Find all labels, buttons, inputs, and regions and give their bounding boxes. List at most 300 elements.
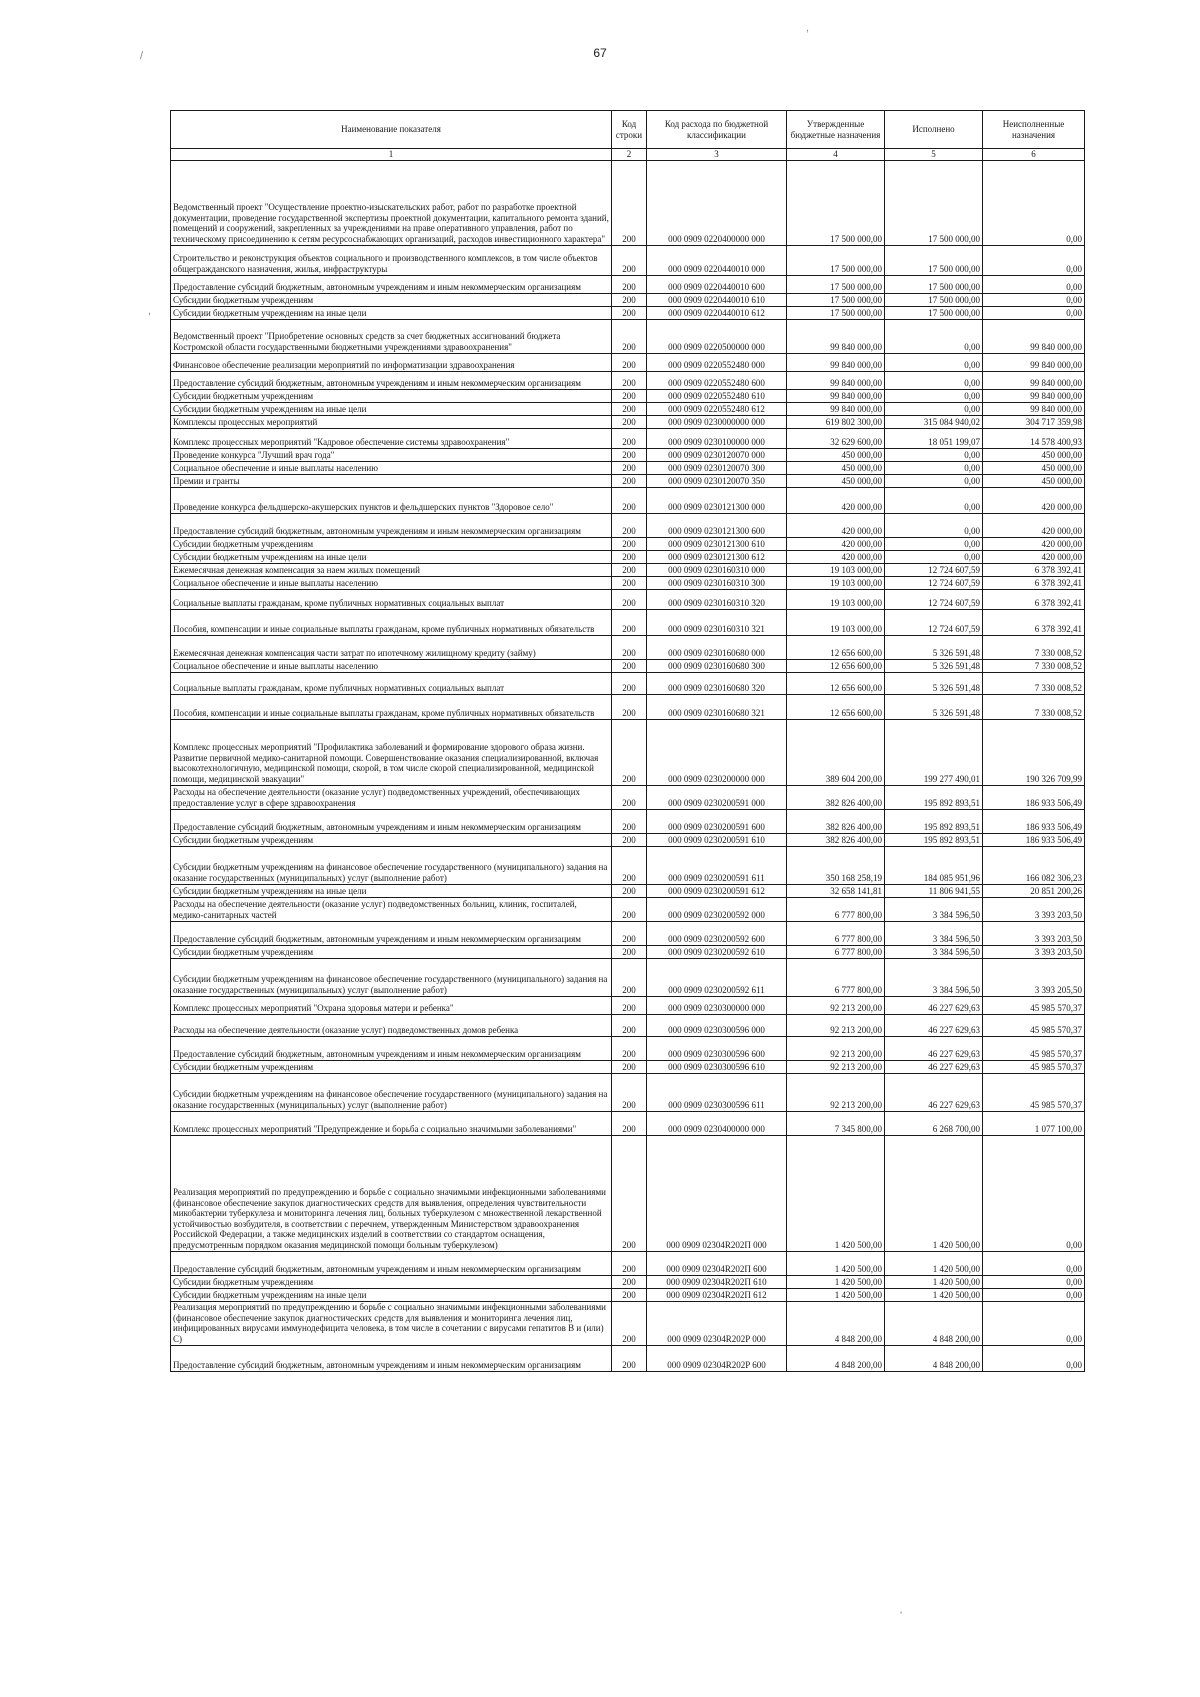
scan-speck: , — [806, 22, 810, 34]
row-budget-code: 000 0909 0220552480 610 — [647, 389, 787, 402]
row-line-code: 200 — [612, 371, 647, 389]
table-row — [171, 448, 1085, 461]
table-row — [171, 245, 1085, 275]
row-line-code: 200 — [612, 659, 647, 672]
row-line-code: 200 — [612, 609, 647, 635]
row-unexecuted: 420 000,00 — [983, 537, 1085, 550]
budget-execution-table — [170, 110, 1085, 1372]
table-row — [171, 1251, 1085, 1275]
column-index: 5 — [885, 149, 983, 161]
row-unexecuted: 45 985 570,37 — [983, 1014, 1085, 1036]
row-budget-code: 000 0909 0230160680 321 — [647, 694, 787, 719]
row-unexecuted: 6 378 392,41 — [983, 576, 1085, 589]
row-approved: 19 103 000,00 — [787, 589, 885, 609]
row-line-code: 200 — [612, 1275, 647, 1288]
row-executed: 18 051 199,07 — [885, 428, 983, 448]
row-name: Комплекс процессных мероприятий "Предупреждение и борьба с социально значимыми заболеваниями" — [171, 1111, 612, 1135]
row-budget-code: 000 0909 0230200591 612 — [647, 884, 787, 897]
row-line-code: 200 — [612, 389, 647, 402]
row-line-code: 200 — [612, 846, 647, 884]
column-index: 3 — [647, 149, 787, 161]
row-approved: 6 777 800,00 — [787, 921, 885, 945]
row-name: Социальное обеспечение и иные выплаты населению — [171, 461, 612, 474]
row-line-code: 200 — [612, 1036, 647, 1060]
row-budget-code: 000 0909 0230200591 600 — [647, 809, 787, 833]
row-line-code: 200 — [612, 589, 647, 609]
row-name: Ведомственный проект "Осуществление проектно-изыскательских работ, работ по разработке проектной документации, проведение государственной экспертизы проектной документации, капитального ремонта зданий, помещений и сооружений, закрепленных за учреждениями на праве оперативного управления, работ по техническому присоединению к сетям ресурсоснабжающих организаций, расходов инвестиционного характера" — [171, 160, 612, 245]
row-budget-code: 000 0909 0230160310 321 — [647, 609, 787, 635]
table-row — [171, 694, 1085, 719]
header-indicator-name: Наименование показателя — [171, 111, 612, 149]
row-unexecuted: 3 393 205,50 — [983, 958, 1085, 996]
table-row — [171, 833, 1085, 846]
row-unexecuted: 45 985 570,37 — [983, 1036, 1085, 1060]
row-name: Проведение конкурса фельдшерско-акушерских пунктов и фельдшерских пунктов "Здоровое село" — [171, 487, 612, 513]
row-name: Комплекс процессных мероприятий "Профилактика заболеваний и формирование здорового образа жизни. Развитие первичной медико-санитарной помощи. Совершенствование оказания специализированной, включая высокотехнологичную, медицинской помощи, скорой, в том числе скорой специализированной, медицинской помощи, медицинской эвакуации" — [171, 719, 612, 785]
scan-speck: / — [140, 50, 144, 62]
row-budget-code: 000 0909 0220400000 000 — [647, 160, 787, 245]
row-unexecuted: 1 077 100,00 — [983, 1111, 1085, 1135]
row-approved: 92 213 200,00 — [787, 996, 885, 1014]
row-line-code: 200 — [612, 833, 647, 846]
row-approved: 420 000,00 — [787, 487, 885, 513]
row-unexecuted: 99 840 000,00 — [983, 319, 1085, 353]
row-approved: 12 656 600,00 — [787, 694, 885, 719]
row-approved: 1 420 500,00 — [787, 1275, 885, 1288]
row-name: Расходы на обеспечение деятельности (оказание услуг) подведомственных домов ребенка — [171, 1014, 612, 1036]
row-line-code: 200 — [612, 448, 647, 461]
scan-speck: , — [148, 305, 152, 317]
row-line-code: 200 — [612, 245, 647, 275]
row-executed: 3 384 596,50 — [885, 921, 983, 945]
row-line-code: 200 — [612, 550, 647, 563]
row-name: Социальное обеспечение и иные выплаты населению — [171, 576, 612, 589]
row-unexecuted: 7 330 008,52 — [983, 659, 1085, 672]
row-executed: 17 500 000,00 — [885, 275, 983, 293]
table-row — [171, 513, 1085, 537]
row-approved: 19 103 000,00 — [787, 609, 885, 635]
table-row — [171, 1060, 1085, 1073]
row-executed: 0,00 — [885, 550, 983, 563]
row-line-code: 200 — [612, 275, 647, 293]
row-budget-code: 000 0909 0230200592 600 — [647, 921, 787, 945]
row-executed: 1 420 500,00 — [885, 1275, 983, 1288]
table-row — [171, 996, 1085, 1014]
row-executed: 46 227 629,63 — [885, 1073, 983, 1111]
table-row — [171, 389, 1085, 402]
row-name: Предоставление субсидий бюджетным, автономным учреждениям и иным некоммерческим организациям — [171, 1036, 612, 1060]
row-approved: 92 213 200,00 — [787, 1073, 885, 1111]
row-approved: 4 848 200,00 — [787, 1345, 885, 1371]
row-unexecuted: 0,00 — [983, 160, 1085, 245]
row-executed: 5 326 591,48 — [885, 694, 983, 719]
table-row — [171, 958, 1085, 996]
row-budget-code: 000 0909 0220440010 610 — [647, 293, 787, 306]
table-row — [171, 550, 1085, 563]
row-budget-code: 000 0909 0230160310 000 — [647, 563, 787, 576]
row-executed: 195 892 893,51 — [885, 809, 983, 833]
row-budget-code: 000 0909 0220440010 612 — [647, 306, 787, 319]
row-budget-code: 000 0909 0230120070 000 — [647, 448, 787, 461]
row-line-code: 200 — [612, 1345, 647, 1371]
row-budget-code: 000 0909 0230120070 350 — [647, 474, 787, 487]
row-approved: 420 000,00 — [787, 537, 885, 550]
row-approved: 1 420 500,00 — [787, 1251, 885, 1275]
row-budget-code: 000 0909 0230120070 300 — [647, 461, 787, 474]
row-approved: 99 840 000,00 — [787, 402, 885, 415]
row-line-code: 200 — [612, 1301, 647, 1345]
row-line-code: 200 — [612, 809, 647, 833]
row-line-code: 200 — [612, 474, 647, 487]
row-line-code: 200 — [612, 306, 647, 319]
table-row — [171, 809, 1085, 833]
scan-speck: ' — [900, 1610, 903, 1622]
row-unexecuted: 45 985 570,37 — [983, 1060, 1085, 1073]
table-row — [171, 306, 1085, 319]
header-row — [171, 111, 1085, 149]
row-executed: 11 806 941,55 — [885, 884, 983, 897]
row-unexecuted: 0,00 — [983, 306, 1085, 319]
table-row — [171, 461, 1085, 474]
row-name: Финансовое обеспечение реализации мероприятий по информатизации здравоохранения — [171, 353, 612, 371]
row-executed: 3 384 596,50 — [885, 958, 983, 996]
row-unexecuted: 0,00 — [983, 1288, 1085, 1301]
row-approved: 6 777 800,00 — [787, 958, 885, 996]
row-approved: 4 848 200,00 — [787, 1301, 885, 1345]
row-unexecuted: 99 840 000,00 — [983, 402, 1085, 415]
row-approved: 389 604 200,00 — [787, 719, 885, 785]
row-line-code: 200 — [612, 1251, 647, 1275]
table-row — [171, 672, 1085, 694]
row-name: Субсидии бюджетным учреждениям — [171, 537, 612, 550]
row-approved: 12 656 600,00 — [787, 635, 885, 659]
row-budget-code: 000 0909 02304R202P 600 — [647, 1345, 787, 1371]
row-approved: 17 500 000,00 — [787, 275, 885, 293]
column-index: 4 — [787, 149, 885, 161]
row-executed: 17 500 000,00 — [885, 160, 983, 245]
row-line-code: 200 — [612, 461, 647, 474]
row-approved: 99 840 000,00 — [787, 353, 885, 371]
row-approved: 92 213 200,00 — [787, 1036, 885, 1060]
row-budget-code: 000 0909 0230200592 610 — [647, 945, 787, 958]
row-budget-code: 000 0909 0220552480 612 — [647, 402, 787, 415]
row-name: Субсидии бюджетным учреждениям — [171, 293, 612, 306]
table-row — [171, 1275, 1085, 1288]
row-budget-code: 000 0909 0230160680 300 — [647, 659, 787, 672]
row-approved: 382 826 400,00 — [787, 809, 885, 833]
row-approved: 99 840 000,00 — [787, 371, 885, 389]
table-row — [171, 1111, 1085, 1135]
row-name: Субсидии бюджетным учреждениям на финансовое обеспечение государственного (муниципального) задания на оказание государственных (муниципальных) услуг (выполнение работ) — [171, 1073, 612, 1111]
row-unexecuted: 420 000,00 — [983, 487, 1085, 513]
row-budget-code: 000 0909 0230200592 000 — [647, 897, 787, 921]
row-name: Субсидии бюджетным учреждениям — [171, 833, 612, 846]
row-name: Предоставление субсидий бюджетным, автономным учреждениям и иным некоммерческим организациям — [171, 1251, 612, 1275]
table-row — [171, 371, 1085, 389]
table-row — [171, 945, 1085, 958]
row-line-code: 200 — [612, 785, 647, 809]
row-budget-code: 000 0909 0230160310 300 — [647, 576, 787, 589]
row-unexecuted: 3 393 203,50 — [983, 921, 1085, 945]
row-name: Строительство и реконструкция объектов социального и производственного комплексов, в том числе объектов общегражданского назначения, жилья, инфраструктуры — [171, 245, 612, 275]
row-line-code: 200 — [612, 563, 647, 576]
row-line-code: 200 — [612, 884, 647, 897]
row-unexecuted: 7 330 008,52 — [983, 672, 1085, 694]
row-budget-code: 000 0909 0230300596 610 — [647, 1060, 787, 1073]
row-executed: 195 892 893,51 — [885, 785, 983, 809]
row-budget-code: 000 0909 0220440010 000 — [647, 245, 787, 275]
row-unexecuted: 6 378 392,41 — [983, 589, 1085, 609]
table-row — [171, 897, 1085, 921]
row-approved: 450 000,00 — [787, 448, 885, 461]
row-budget-code: 000 0909 0230200591 000 — [647, 785, 787, 809]
page-number: 67 — [593, 46, 607, 60]
row-line-code: 200 — [612, 319, 647, 353]
row-unexecuted: 186 933 506,49 — [983, 809, 1085, 833]
row-budget-code: 000 0909 0220552480 600 — [647, 371, 787, 389]
row-approved: 619 802 300,00 — [787, 415, 885, 428]
table-row — [171, 884, 1085, 897]
row-executed: 46 227 629,63 — [885, 1036, 983, 1060]
row-approved: 12 656 600,00 — [787, 672, 885, 694]
row-unexecuted: 99 840 000,00 — [983, 371, 1085, 389]
row-budget-code: 000 0909 0230100000 000 — [647, 428, 787, 448]
row-name: Субсидии бюджетным учреждениям — [171, 945, 612, 958]
table-row — [171, 474, 1085, 487]
row-line-code: 200 — [612, 1014, 647, 1036]
row-executed: 5 326 591,48 — [885, 635, 983, 659]
row-name: Субсидии бюджетным учреждениям на финансовое обеспечение государственного (муниципального) задания на оказание государственных (муниципальных) услуг (выполнение работ) — [171, 846, 612, 884]
row-executed: 0,00 — [885, 487, 983, 513]
row-unexecuted: 20 851 200,26 — [983, 884, 1085, 897]
row-name: Расходы на обеспечение деятельности (оказание услуг) подведомственных учреждений, обеспечивающих предоставление услуг в сфере здравоохранения — [171, 785, 612, 809]
row-line-code: 200 — [612, 160, 647, 245]
row-budget-code: 000 0909 0230300596 600 — [647, 1036, 787, 1060]
row-executed: 4 848 200,00 — [885, 1345, 983, 1371]
table-row — [171, 785, 1085, 809]
row-budget-code: 000 0909 0230121300 000 — [647, 487, 787, 513]
row-executed: 12 724 607,59 — [885, 589, 983, 609]
row-budget-code: 000 0909 0220552480 000 — [647, 353, 787, 371]
row-budget-code: 000 0909 0230160680 320 — [647, 672, 787, 694]
row-approved: 92 213 200,00 — [787, 1014, 885, 1036]
table-row — [171, 659, 1085, 672]
table-row — [171, 160, 1085, 245]
row-line-code: 200 — [612, 513, 647, 537]
table-row — [171, 609, 1085, 635]
row-unexecuted: 0,00 — [983, 1275, 1085, 1288]
table-row — [171, 353, 1085, 371]
column-index: 6 — [983, 149, 1085, 161]
row-approved: 17 500 000,00 — [787, 245, 885, 275]
row-line-code: 200 — [612, 958, 647, 996]
row-budget-code: 000 0909 02304R202П 612 — [647, 1288, 787, 1301]
row-unexecuted: 0,00 — [983, 245, 1085, 275]
row-unexecuted: 45 985 570,37 — [983, 996, 1085, 1014]
row-executed: 0,00 — [885, 474, 983, 487]
table-row — [171, 487, 1085, 513]
table-row — [171, 1301, 1085, 1345]
row-approved: 382 826 400,00 — [787, 833, 885, 846]
row-name: Реализация мероприятий по предупреждению и борьбе с социально значимыми инфекционными заболеваниями (финансовое обеспечение закупок диагностических средств для выявления, определения чувствительности микобактерии туберкулеза и мониторинга лечения лиц, больных туберкулезом с множественной лекарственной устойчивостью возбудителя, в соответствии с перечнем, утвержденным Министерством здравоохранения Российской Федерации, а также медицинских изделий в соответствии со стандартом оснащения, предусмотренным порядком оказания медицинской помощи больным туберкулезом) — [171, 1135, 612, 1251]
row-approved: 6 777 800,00 — [787, 897, 885, 921]
row-line-code: 200 — [612, 487, 647, 513]
table-row — [171, 563, 1085, 576]
row-name: Социальные выплаты гражданам, кроме публичных нормативных социальных выплат — [171, 672, 612, 694]
row-executed: 5 326 591,48 — [885, 659, 983, 672]
row-executed: 3 384 596,50 — [885, 945, 983, 958]
row-executed: 0,00 — [885, 448, 983, 461]
row-unexecuted: 99 840 000,00 — [983, 353, 1085, 371]
row-executed: 12 724 607,59 — [885, 563, 983, 576]
header-line-code: Код строки — [612, 111, 647, 149]
row-name: Предоставление субсидий бюджетным, автономным учреждениям и иным некоммерческим организациям — [171, 275, 612, 293]
table-row — [171, 1288, 1085, 1301]
row-approved: 17 500 000,00 — [787, 306, 885, 319]
row-name: Ведомственный проект "Приобретение основных средств за счет бюджетных ассигнований бюджета Костромской области государственными бюджетными учреждениями здравоохранения" — [171, 319, 612, 353]
row-name: Ежемесячная денежная компенсация части затрат по ипотечному жилищному кредиту (займу) — [171, 635, 612, 659]
row-line-code: 200 — [612, 719, 647, 785]
row-unexecuted: 6 378 392,41 — [983, 609, 1085, 635]
header-executed: Исполнено — [885, 111, 983, 149]
table-row — [171, 719, 1085, 785]
row-executed: 315 084 940,02 — [885, 415, 983, 428]
row-budget-code: 000 0909 0230200000 000 — [647, 719, 787, 785]
header-unexecuted: Неисполненные назначения — [983, 111, 1085, 149]
row-line-code: 200 — [612, 1135, 647, 1251]
row-unexecuted: 3 393 203,50 — [983, 945, 1085, 958]
row-budget-code: 000 0909 0230200591 611 — [647, 846, 787, 884]
row-executed: 3 384 596,50 — [885, 897, 983, 921]
row-unexecuted: 450 000,00 — [983, 474, 1085, 487]
table-row — [171, 537, 1085, 550]
row-name: Социальные выплаты гражданам, кроме публичных нормативных социальных выплат — [171, 589, 612, 609]
row-unexecuted: 99 840 000,00 — [983, 389, 1085, 402]
row-executed: 195 892 893,51 — [885, 833, 983, 846]
row-budget-code: 000 0909 0220500000 000 — [647, 319, 787, 353]
row-unexecuted: 7 330 008,52 — [983, 635, 1085, 659]
row-executed: 6 268 700,00 — [885, 1111, 983, 1135]
row-executed: 17 500 000,00 — [885, 293, 983, 306]
row-line-code: 200 — [612, 1073, 647, 1111]
row-name: Субсидии бюджетным учреждениям — [171, 389, 612, 402]
row-approved: 17 500 000,00 — [787, 293, 885, 306]
row-name: Реализация мероприятий по предупреждению и борьбе с социально значимыми инфекционными заболеваниями (финансовое обеспечение закупок диагностических средств для выявления и мониторинга лечения лиц, инфицированных вирусами иммунодефицита человека, в том числе в сочетании с вирусами гепатитов B и (или) C) — [171, 1301, 612, 1345]
table-row — [171, 415, 1085, 428]
row-name: Субсидии бюджетным учреждениям — [171, 1275, 612, 1288]
row-line-code: 200 — [612, 921, 647, 945]
row-unexecuted: 0,00 — [983, 275, 1085, 293]
row-budget-code: 000 0909 0230160680 000 — [647, 635, 787, 659]
row-executed: 0,00 — [885, 371, 983, 389]
row-unexecuted: 450 000,00 — [983, 448, 1085, 461]
row-approved: 12 656 600,00 — [787, 659, 885, 672]
row-line-code: 200 — [612, 635, 647, 659]
row-approved: 6 777 800,00 — [787, 945, 885, 958]
table-row — [171, 846, 1085, 884]
row-name: Предоставление субсидий бюджетным, автономным учреждениям и иным некоммерческим организациям — [171, 809, 612, 833]
row-approved: 19 103 000,00 — [787, 563, 885, 576]
row-budget-code: 000 0909 0230200591 610 — [647, 833, 787, 846]
row-name: Комплекс процессных мероприятий "Кадровое обеспечение системы здравоохранения" — [171, 428, 612, 448]
row-approved: 350 168 258,19 — [787, 846, 885, 884]
header-approved: Утвержденные бюджетные назначения — [787, 111, 885, 149]
table-row — [171, 428, 1085, 448]
row-budget-code: 000 0909 0230121300 612 — [647, 550, 787, 563]
row-line-code: 200 — [612, 415, 647, 428]
row-approved: 1 420 500,00 — [787, 1135, 885, 1251]
table-row — [171, 1345, 1085, 1371]
row-unexecuted: 420 000,00 — [983, 550, 1085, 563]
row-unexecuted: 3 393 203,50 — [983, 897, 1085, 921]
row-executed: 4 848 200,00 — [885, 1301, 983, 1345]
row-approved: 17 500 000,00 — [787, 160, 885, 245]
row-approved: 19 103 000,00 — [787, 576, 885, 589]
row-name: Субсидии бюджетным учреждениям на иные цели — [171, 402, 612, 415]
row-line-code: 200 — [612, 1060, 647, 1073]
row-approved: 7 345 800,00 — [787, 1111, 885, 1135]
row-executed: 1 420 500,00 — [885, 1135, 983, 1251]
row-name: Субсидии бюджетным учреждениям на иные цели — [171, 884, 612, 897]
row-executed: 46 227 629,63 — [885, 996, 983, 1014]
row-budget-code: 000 0909 0230400000 000 — [647, 1111, 787, 1135]
table-row — [171, 1073, 1085, 1111]
row-executed: 5 326 591,48 — [885, 672, 983, 694]
table-row — [171, 275, 1085, 293]
row-name: Премии и гранты — [171, 474, 612, 487]
row-executed: 17 500 000,00 — [885, 306, 983, 319]
row-approved: 420 000,00 — [787, 550, 885, 563]
row-name: Субсидии бюджетным учреждениям на финансовое обеспечение государственного (муниципального) задания на оказание государственных (муниципальных) услуг (выполнение работ) — [171, 958, 612, 996]
row-name: Предоставление субсидий бюджетным, автономным учреждениям и иным некоммерческим организациям — [171, 513, 612, 537]
row-name: Предоставление субсидий бюджетным, автономным учреждениям и иным некоммерческим организациям — [171, 371, 612, 389]
row-line-code: 200 — [612, 353, 647, 371]
row-unexecuted: 14 578 400,93 — [983, 428, 1085, 448]
row-unexecuted: 0,00 — [983, 1251, 1085, 1275]
row-line-code: 200 — [612, 576, 647, 589]
row-approved: 1 420 500,00 — [787, 1288, 885, 1301]
row-name: Пособия, компенсации и иные социальные выплаты гражданам, кроме публичных нормативных обязательств — [171, 609, 612, 635]
header-budget-code: Код расхода по бюджетной классификации — [647, 111, 787, 149]
row-approved: 382 826 400,00 — [787, 785, 885, 809]
row-executed: 0,00 — [885, 402, 983, 415]
row-unexecuted: 186 933 506,49 — [983, 833, 1085, 846]
row-executed: 12 724 607,59 — [885, 576, 983, 589]
column-index: 1 — [171, 149, 612, 161]
column-index-row — [171, 149, 1085, 161]
row-unexecuted: 0,00 — [983, 1345, 1085, 1371]
row-line-code: 200 — [612, 1288, 647, 1301]
row-budget-code: 000 0909 0230160310 320 — [647, 589, 787, 609]
row-budget-code: 000 0909 0220440010 600 — [647, 275, 787, 293]
row-line-code: 200 — [612, 996, 647, 1014]
row-unexecuted: 304 717 359,98 — [983, 415, 1085, 428]
table-row — [171, 319, 1085, 353]
row-executed: 0,00 — [885, 319, 983, 353]
row-approved: 32 629 600,00 — [787, 428, 885, 448]
table-row — [171, 293, 1085, 306]
row-executed: 0,00 — [885, 513, 983, 537]
table-row — [171, 576, 1085, 589]
row-unexecuted: 7 330 008,52 — [983, 694, 1085, 719]
row-unexecuted: 190 326 709,99 — [983, 719, 1085, 785]
row-unexecuted: 0,00 — [983, 293, 1085, 306]
table-row — [171, 635, 1085, 659]
row-name: Субсидии бюджетным учреждениям — [171, 1060, 612, 1073]
table-row — [171, 402, 1085, 415]
row-budget-code: 000 0909 02304R202П 000 — [647, 1135, 787, 1251]
row-unexecuted: 0,00 — [983, 1301, 1085, 1345]
